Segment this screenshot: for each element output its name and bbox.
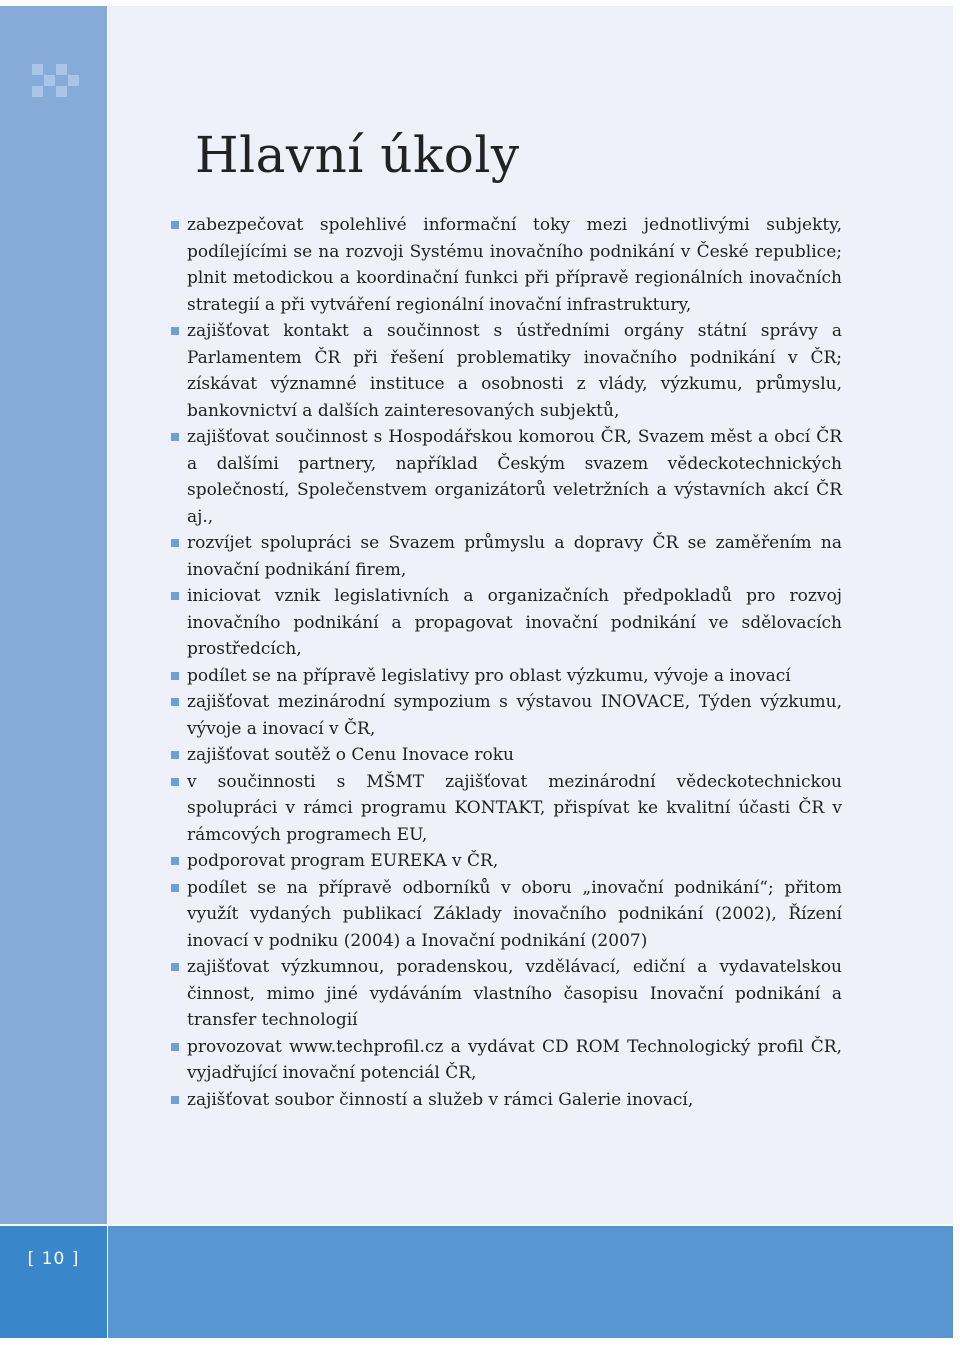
square-bullet-icon	[171, 857, 179, 865]
list-item-text: zajišťovat mezinárodní sympozium s výstavou INOVACE, Týden výzkumu, vývoje a inovací v ČR,	[187, 692, 842, 739]
list-item	[170, 530, 842, 583]
list-item	[170, 848, 842, 875]
list-item	[170, 212, 842, 318]
list-item-text: podílet se na přípravě legislativy pro oblast výzkumu, vývoje a inovací	[187, 665, 791, 686]
list-item-text: rozvíjet spolupráci se Svazem průmyslu a dopravy ČR se zaměřením na inovační podnikání firem,	[187, 533, 842, 580]
page-title: Hlavní úkoly	[195, 126, 520, 184]
list-item	[170, 769, 842, 849]
page-number: [ 10 ]	[27, 1249, 80, 1269]
list-item	[170, 318, 842, 424]
list-item	[170, 689, 842, 742]
list-item-text: zajišťovat součinnost s Hospodářskou komorou ČR, Svazem měst a obcí ČR a dalšími partnery, například Českým svazem vědeckotechnických společností, Společenstvem organizátorů veletržních a výstavních akcí ČR aj.,	[187, 427, 842, 527]
list-item	[170, 663, 842, 690]
list-item	[170, 1087, 842, 1114]
list-item-text: podporovat program EUREKA v ČR,	[187, 851, 499, 871]
square-bullet-icon	[171, 672, 179, 680]
square-bullet-icon	[171, 778, 179, 786]
checker-decoration-icon	[32, 64, 80, 98]
square-bullet-icon	[171, 751, 179, 759]
list-item	[170, 583, 842, 663]
square-bullet-icon	[171, 539, 179, 547]
footer-left-band	[0, 1226, 107, 1338]
left-sidebar-band	[0, 6, 107, 1224]
square-bullet-icon	[171, 884, 179, 892]
list-item-text: zajišťovat kontakt a součinnost s ústředními orgány státní správy a Parlamentem ČR při řešení problematiky inovačního podnikání v ČR; získávat významné instituce a osobnosti z vlády, výzkumu, průmyslu, bankovnictví a dalších zainteresovaných subjektů,	[187, 321, 842, 421]
square-bullet-icon	[171, 221, 179, 229]
list-item	[170, 954, 842, 1034]
list-item	[170, 742, 842, 769]
square-bullet-icon	[171, 1096, 179, 1104]
task-list	[170, 212, 842, 1113]
square-bullet-icon	[171, 1043, 179, 1051]
list-item-text: iniciovat vznik legislativních a organizačních předpokladů pro rozvoj inovačního podnikání a propagovat inovační podnikání ve sdělovacích prostředcích,	[187, 586, 842, 659]
list-item-text: zajišťovat soutěž o Cenu Inovace roku	[187, 745, 514, 765]
list-item	[170, 424, 842, 530]
square-bullet-icon	[171, 963, 179, 971]
list-item	[170, 875, 842, 955]
list-item-text: v součinnosti s MŠMT zajišťovat mezinárodní vědeckotechnickou spolupráci v rámci programu KONTAKT, přispívat ke kvalitní účasti ČR v rámcových programech EU,	[187, 771, 842, 845]
list-item-text: zabezpečovat spolehlivé informační toky mezi jednotlivými subjekty, podílejícími se na rozvoji Systému inovačního podnikání v České republice; plnit metodickou a koordinační funkci při přípravě regionálních inovačních strategií a při vytváření regionální inovační infrastruktury,	[187, 215, 842, 315]
square-bullet-icon	[171, 327, 179, 335]
list-item-text: podílet se na přípravě odborníků v oboru „inovační podnikání“; přitom využít vydaných publikací Základy inovačního podnikání (2002), Řízení inovací v podniku (2004) a Inovační podnikání (2007)	[187, 877, 842, 951]
square-bullet-icon	[171, 433, 179, 441]
list-item-text: provozovat www.techprofil.cz a vydávat CD ROM Technologický profil ČR, vyjadřující inovační potenciál ČR,	[187, 1036, 842, 1083]
list-item	[170, 1034, 842, 1087]
list-item-text: zajišťovat soubor činností a služeb v rámci Galerie inovací,	[187, 1089, 694, 1110]
square-bullet-icon	[171, 592, 179, 600]
list-item-text: zajišťovat výzkumnou, poradenskou, vzdělávací, ediční a vydavatelskou činnost, mimo jiné vydáváním vlastního časopisu Inovační podnikání a transfer technologií	[187, 957, 842, 1030]
footer-right-band	[108, 1226, 953, 1338]
square-bullet-icon	[171, 698, 179, 706]
